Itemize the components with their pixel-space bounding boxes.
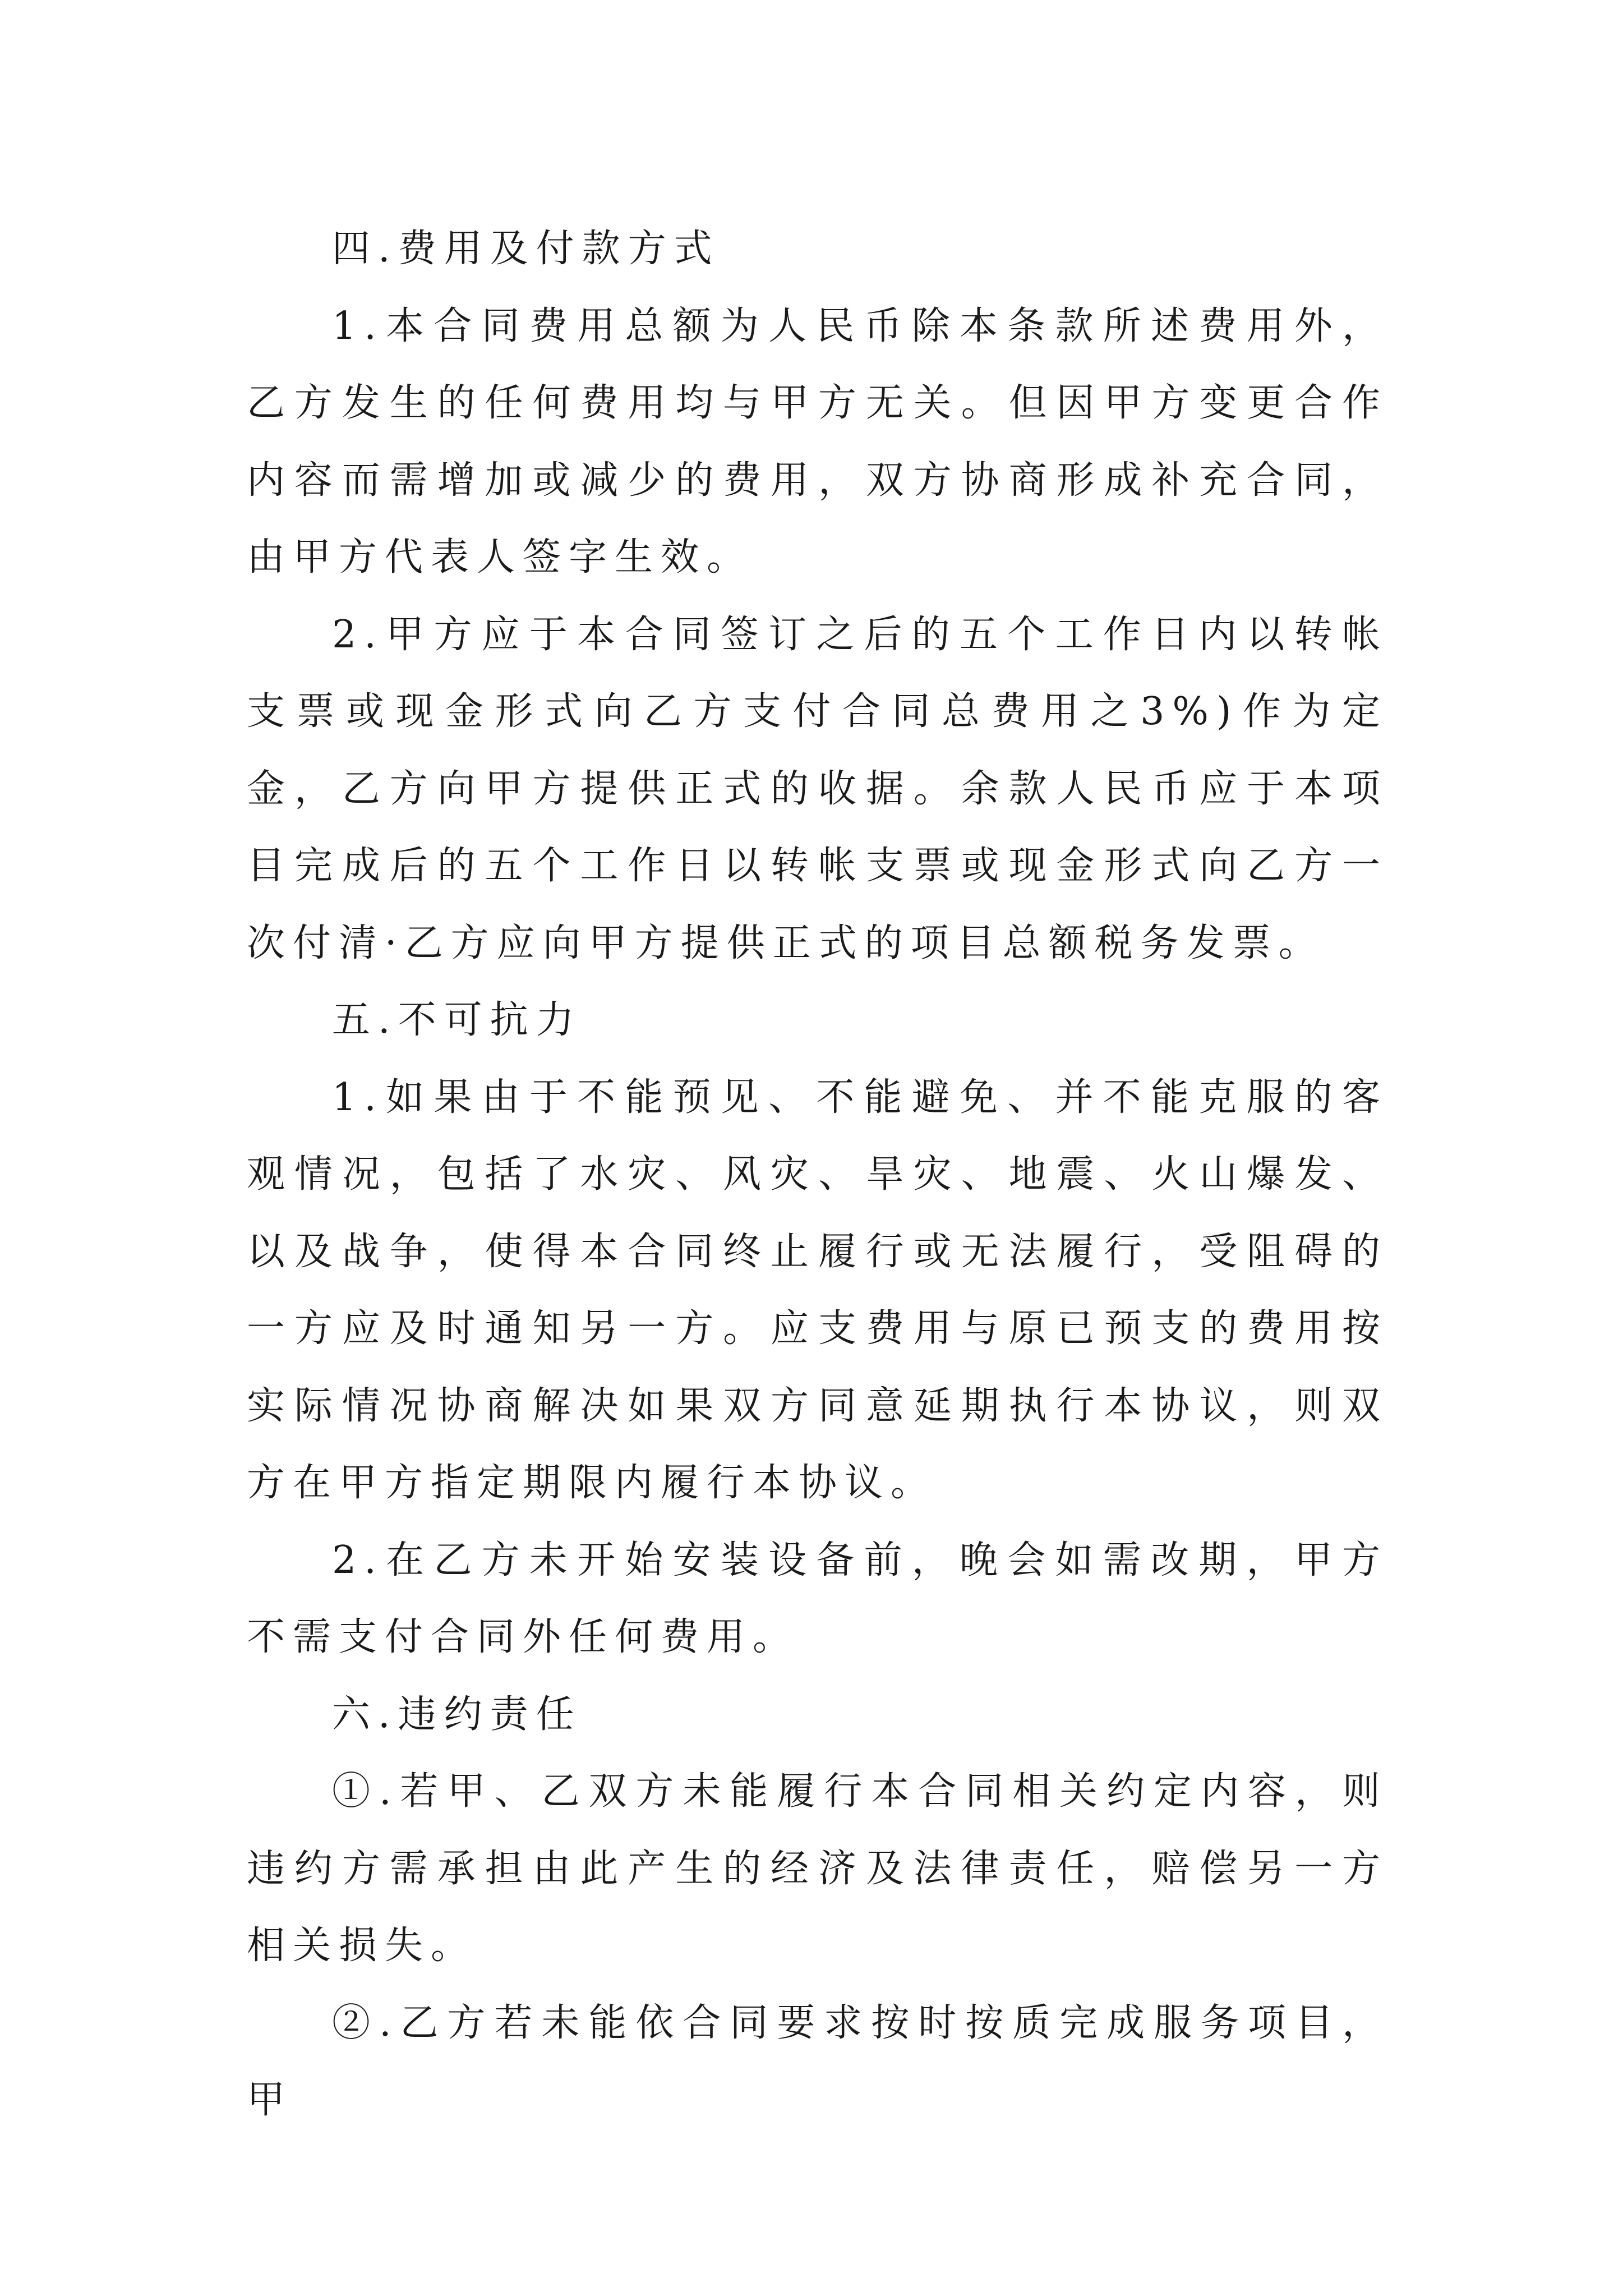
section-heading-fees: 四.费用及付款方式 — [332, 227, 720, 271]
clause-fees-1: 1.本合同费用总额为人民币除本条款所述费用外，乙方发生的任何费用均与甲方无关。但因甲方变更合作内容而需增加或减少的费用，双方协商形成补充合同，由甲方代表人签字生效。 — [247, 303, 1388, 579]
document-page — [247, 210, 1388, 2139]
clause-liability-1: ①.若甲、乙双方未能履行本合同相关约定内容，则违约方需承担由此产生的经济及法律责任，赔偿另一方相关损失。 — [247, 1769, 1388, 1968]
clause-liability-2: ②.乙方若未能依合同要求按时按质完成服务项目，甲 — [247, 2000, 1388, 2122]
clause-fees-2: 2.甲方应于本合同签订之后的五个工作日内以转帐支票或现金形式向乙方支付合同总费用之3%)作为定金，乙方向甲方提供正式的收据。余款人民币应于本项目完成后的五个工作日以转帐支票或现金形式向乙方一次付清·乙方应向甲方提供正式的项目总额税务发票。 — [247, 612, 1388, 965]
clause-force-majeure-2: 2.在乙方未开始安装设备前，晚会如需改期，甲方不需支付合同外任何费用。 — [247, 1538, 1388, 1659]
section-heading-force-majeure: 五.不可抗力 — [332, 998, 582, 1042]
clause-force-majeure-1: 1.如果由于不能预见、不能避免、并不能克服的客观情况，包括了水灾、风灾、旱灾、地震、火山爆发、以及战争，使得本合同终止履行或无法履行，受阻碍的一方应及时通知另一方。应支费用与原已预支的费用按实际情况协商解决如果双方同意延期执行本协议，则双方在甲方指定期限内履行本协议。 — [247, 1075, 1388, 1505]
section-heading-liability: 六.违约责任 — [332, 1692, 582, 1737]
